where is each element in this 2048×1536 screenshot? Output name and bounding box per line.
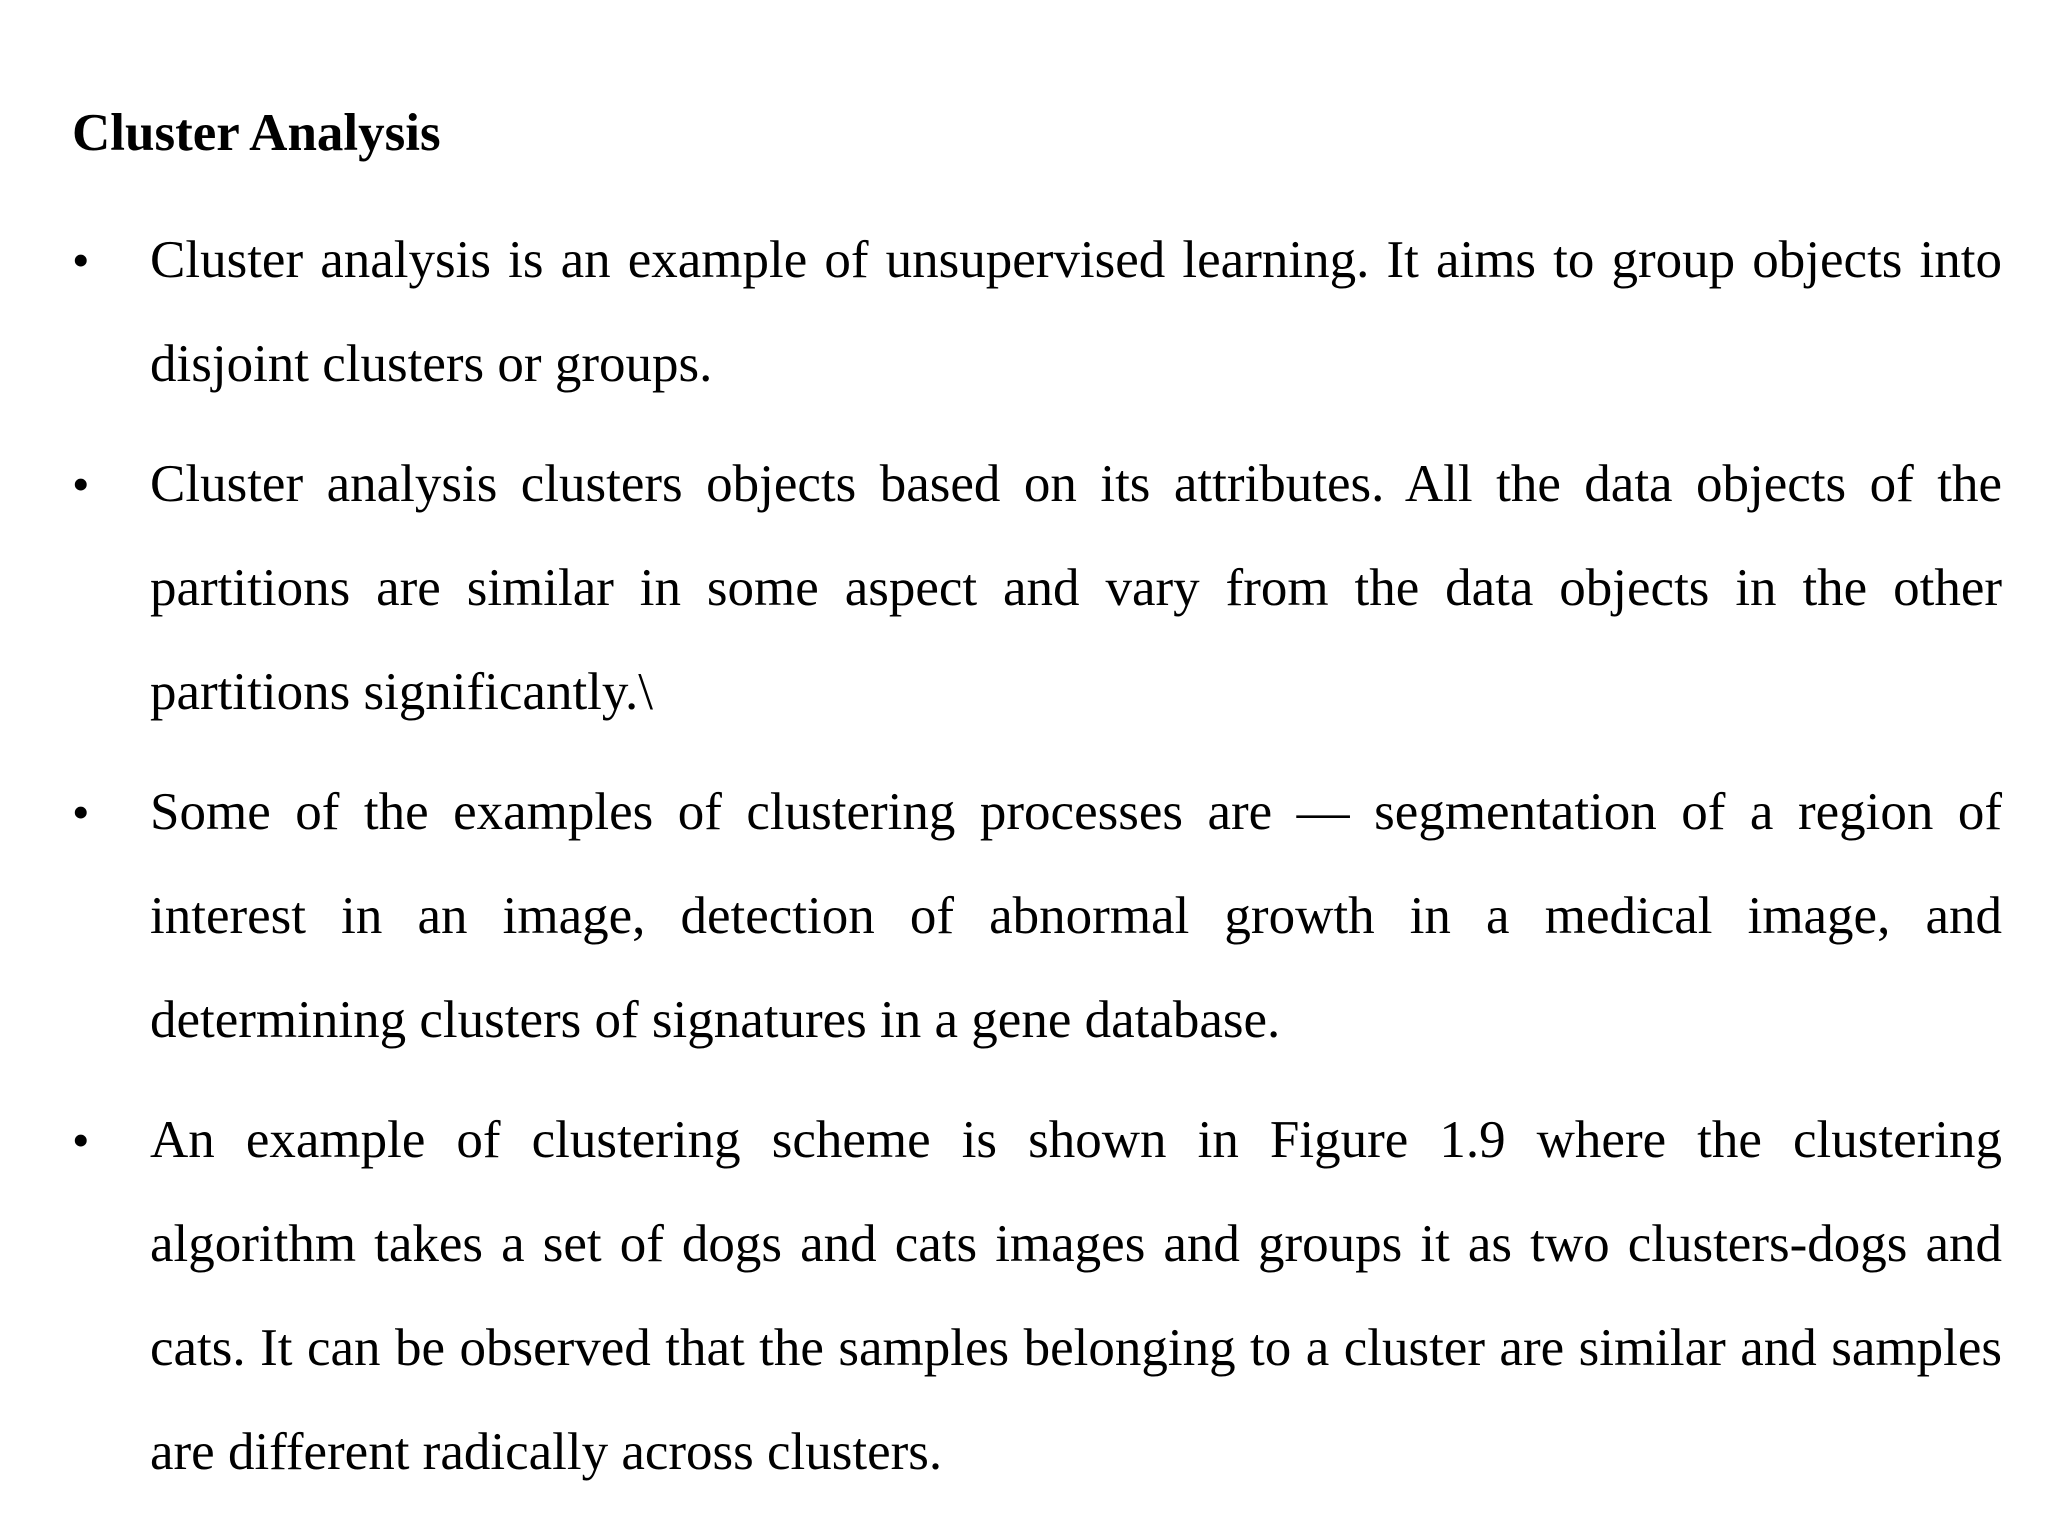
bullet-list <box>72 208 2002 1520</box>
section-heading: Cluster Analysis <box>72 104 441 162</box>
bullet-item-4 <box>72 1088 2002 1504</box>
bullet-icon: • <box>72 1112 90 1168</box>
bullet-text: Some of the examples of clustering processes are — segmentation of a region of interest in an image, detection of abnormal growth in a medical image, and determining clusters of signatures in a gene database. <box>150 783 2002 1049</box>
bullet-text: An example of clustering scheme is shown in Figure 1.9 where the clustering algorithm takes a set of dogs and cats images and groups it as two clusters-dogs and cats. It can be observed that the samples belonging to a cluster are similar and samples are different radically across clusters. <box>150 1111 2002 1481</box>
bullet-text: Cluster analysis clusters objects based on its attributes. All the data objects of the partitions are similar in some aspect and vary from the data objects in the other partitions significantly.\ <box>150 455 2002 721</box>
bullet-item-2 <box>72 432 2002 744</box>
bullet-icon: • <box>72 456 90 512</box>
bullet-item-1 <box>72 208 2002 416</box>
bullet-icon: • <box>72 232 90 288</box>
bullet-icon: • <box>72 784 90 840</box>
bullet-text: Cluster analysis is an example of unsupervised learning. It aims to group objects into disjoint clusters or groups. <box>150 231 2002 393</box>
bullet-item-3 <box>72 760 2002 1072</box>
